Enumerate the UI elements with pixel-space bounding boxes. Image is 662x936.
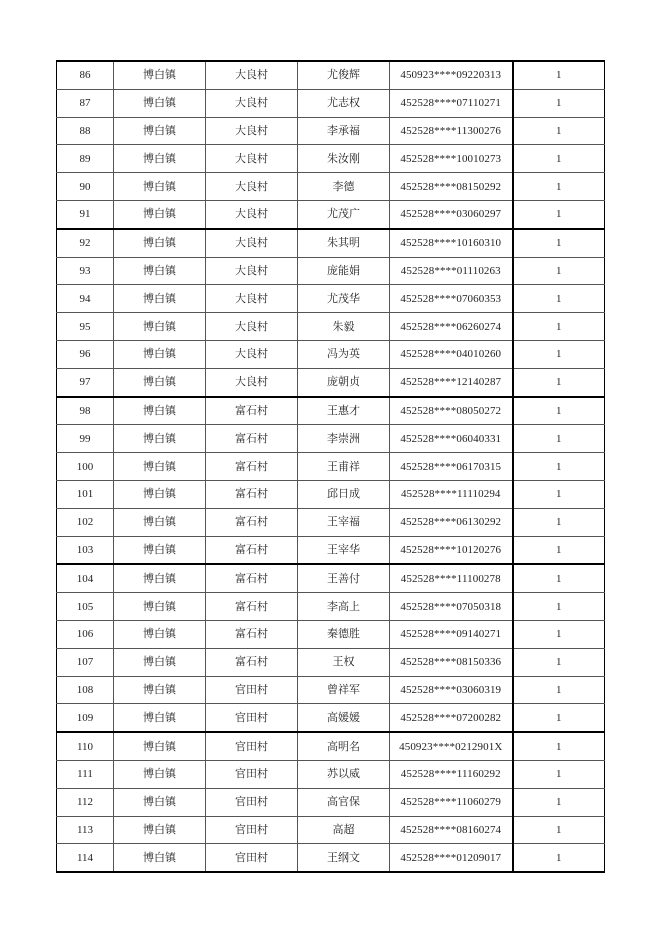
count-cell: 1 [513, 425, 605, 453]
id-number-cell: 452528****06260274 [390, 313, 513, 341]
table-row [57, 117, 605, 145]
table-row [57, 844, 605, 872]
village-cell: 富石村 [206, 480, 298, 508]
person-name-cell: 曾祥军 [298, 676, 390, 704]
count-cell: 1 [513, 117, 605, 145]
count-cell: 1 [513, 620, 605, 648]
village-cell: 官田村 [206, 844, 298, 872]
id-number-cell: 452528****06170315 [390, 453, 513, 481]
village-cell: 官田村 [206, 760, 298, 788]
person-name-cell: 高媛媛 [298, 704, 390, 732]
town-cell: 博白镇 [114, 564, 206, 592]
id-number-cell: 450923****09220313 [390, 61, 513, 89]
person-name-cell: 尤茂华 [298, 285, 390, 313]
town-cell: 博白镇 [114, 453, 206, 481]
table-row [57, 788, 605, 816]
village-cell: 大良村 [206, 61, 298, 89]
id-number-cell: 452528****03060319 [390, 676, 513, 704]
person-name-cell: 李高上 [298, 593, 390, 621]
table-row [57, 61, 605, 89]
person-name-cell: 朱毅 [298, 313, 390, 341]
id-number-cell: 452528****01209017 [390, 844, 513, 872]
row-number-cell: 98 [57, 397, 114, 425]
row-number-cell: 109 [57, 704, 114, 732]
count-cell: 1 [513, 368, 605, 396]
row-number-cell: 106 [57, 620, 114, 648]
person-name-cell: 李承福 [298, 117, 390, 145]
person-name-cell: 王权 [298, 648, 390, 676]
village-cell: 官田村 [206, 732, 298, 760]
table-row [57, 676, 605, 704]
table-row [57, 368, 605, 396]
village-cell: 官田村 [206, 788, 298, 816]
village-cell: 大良村 [206, 173, 298, 201]
row-number-cell: 102 [57, 508, 114, 536]
person-name-cell: 高明名 [298, 732, 390, 760]
person-name-cell: 王纲文 [298, 844, 390, 872]
village-cell: 大良村 [206, 89, 298, 117]
village-cell: 官田村 [206, 816, 298, 844]
village-cell: 大良村 [206, 257, 298, 285]
id-number-cell: 452528****10120276 [390, 536, 513, 564]
town-cell: 博白镇 [114, 200, 206, 228]
id-number-cell: 452528****03060297 [390, 200, 513, 228]
person-name-cell: 尤俊辉 [298, 61, 390, 89]
town-cell: 博白镇 [114, 593, 206, 621]
row-number-cell: 90 [57, 173, 114, 201]
table-row [57, 200, 605, 228]
row-number-cell: 89 [57, 145, 114, 173]
id-number-cell: 452528****10160310 [390, 229, 513, 257]
person-name-cell: 王宰华 [298, 536, 390, 564]
town-cell: 博白镇 [114, 257, 206, 285]
table-row [57, 453, 605, 481]
data-table [56, 60, 605, 873]
town-cell: 博白镇 [114, 676, 206, 704]
count-cell: 1 [513, 676, 605, 704]
id-number-cell: 452528****11160292 [390, 760, 513, 788]
row-number-cell: 105 [57, 593, 114, 621]
count-cell: 1 [513, 480, 605, 508]
id-number-cell: 452528****08150336 [390, 648, 513, 676]
town-cell: 博白镇 [114, 425, 206, 453]
town-cell: 博白镇 [114, 536, 206, 564]
count-cell: 1 [513, 816, 605, 844]
village-cell: 富石村 [206, 508, 298, 536]
count-cell: 1 [513, 200, 605, 228]
town-cell: 博白镇 [114, 117, 206, 145]
town-cell: 博白镇 [114, 788, 206, 816]
row-number-cell: 103 [57, 536, 114, 564]
id-number-cell: 452528****10010273 [390, 145, 513, 173]
town-cell: 博白镇 [114, 732, 206, 760]
count-cell: 1 [513, 593, 605, 621]
village-cell: 富石村 [206, 425, 298, 453]
row-number-cell: 91 [57, 200, 114, 228]
table-body [57, 61, 605, 872]
village-cell: 富石村 [206, 536, 298, 564]
person-name-cell: 王甫祥 [298, 453, 390, 481]
row-number-cell: 95 [57, 313, 114, 341]
table-row [57, 173, 605, 201]
id-number-cell: 452528****07200282 [390, 704, 513, 732]
count-cell: 1 [513, 844, 605, 872]
town-cell: 博白镇 [114, 648, 206, 676]
row-number-cell: 111 [57, 760, 114, 788]
id-number-cell: 452528****11300276 [390, 117, 513, 145]
count-cell: 1 [513, 173, 605, 201]
count-cell: 1 [513, 732, 605, 760]
person-name-cell: 李德 [298, 173, 390, 201]
count-cell: 1 [513, 89, 605, 117]
table-row [57, 648, 605, 676]
row-number-cell: 113 [57, 816, 114, 844]
town-cell: 博白镇 [114, 313, 206, 341]
person-name-cell: 庞能娟 [298, 257, 390, 285]
town-cell: 博白镇 [114, 285, 206, 313]
town-cell: 博白镇 [114, 620, 206, 648]
table-row [57, 425, 605, 453]
count-cell: 1 [513, 285, 605, 313]
table-row [57, 340, 605, 368]
person-name-cell: 王善付 [298, 564, 390, 592]
person-name-cell: 王惠才 [298, 397, 390, 425]
id-number-cell: 452528****08150292 [390, 173, 513, 201]
count-cell: 1 [513, 397, 605, 425]
table-row [57, 257, 605, 285]
table-row [57, 564, 605, 592]
count-cell: 1 [513, 257, 605, 285]
id-number-cell: 452528****06040331 [390, 425, 513, 453]
row-number-cell: 112 [57, 788, 114, 816]
town-cell: 博白镇 [114, 760, 206, 788]
id-number-cell: 452528****07050318 [390, 593, 513, 621]
id-number-cell: 452528****07110271 [390, 89, 513, 117]
village-cell: 大良村 [206, 145, 298, 173]
row-number-cell: 93 [57, 257, 114, 285]
row-number-cell: 87 [57, 89, 114, 117]
id-number-cell: 452528****08050272 [390, 397, 513, 425]
row-number-cell: 92 [57, 229, 114, 257]
town-cell: 博白镇 [114, 816, 206, 844]
id-number-cell: 452528****08160274 [390, 816, 513, 844]
person-name-cell: 王宰福 [298, 508, 390, 536]
row-number-cell: 101 [57, 480, 114, 508]
town-cell: 博白镇 [114, 145, 206, 173]
town-cell: 博白镇 [114, 229, 206, 257]
village-cell: 大良村 [206, 117, 298, 145]
town-cell: 博白镇 [114, 89, 206, 117]
count-cell: 1 [513, 61, 605, 89]
count-cell: 1 [513, 229, 605, 257]
village-cell: 大良村 [206, 285, 298, 313]
person-name-cell: 邱日成 [298, 480, 390, 508]
table-row [57, 397, 605, 425]
id-number-cell: 450923****0212901X [390, 732, 513, 760]
person-name-cell: 庞朝贞 [298, 368, 390, 396]
row-number-cell: 99 [57, 425, 114, 453]
count-cell: 1 [513, 313, 605, 341]
table-row [57, 145, 605, 173]
row-number-cell: 110 [57, 732, 114, 760]
village-cell: 富石村 [206, 397, 298, 425]
row-number-cell: 94 [57, 285, 114, 313]
person-name-cell: 尤志权 [298, 89, 390, 117]
person-name-cell: 秦德胜 [298, 620, 390, 648]
village-cell: 富石村 [206, 593, 298, 621]
row-number-cell: 96 [57, 340, 114, 368]
town-cell: 博白镇 [114, 397, 206, 425]
row-number-cell: 88 [57, 117, 114, 145]
village-cell: 富石村 [206, 564, 298, 592]
village-cell: 大良村 [206, 313, 298, 341]
village-cell: 大良村 [206, 340, 298, 368]
town-cell: 博白镇 [114, 480, 206, 508]
count-cell: 1 [513, 340, 605, 368]
id-number-cell: 452528****07060353 [390, 285, 513, 313]
town-cell: 博白镇 [114, 340, 206, 368]
table-row [57, 816, 605, 844]
table-row [57, 704, 605, 732]
count-cell: 1 [513, 788, 605, 816]
table-row [57, 620, 605, 648]
id-number-cell: 452528****04010260 [390, 340, 513, 368]
row-number-cell: 108 [57, 676, 114, 704]
count-cell: 1 [513, 508, 605, 536]
id-number-cell: 452528****06130292 [390, 508, 513, 536]
table-row [57, 89, 605, 117]
table-row [57, 760, 605, 788]
table-row [57, 229, 605, 257]
person-name-cell: 朱汝刚 [298, 145, 390, 173]
table-row [57, 593, 605, 621]
table-row [57, 732, 605, 760]
row-number-cell: 100 [57, 453, 114, 481]
person-name-cell: 苏以威 [298, 760, 390, 788]
count-cell: 1 [513, 145, 605, 173]
village-cell: 富石村 [206, 648, 298, 676]
town-cell: 博白镇 [114, 508, 206, 536]
person-name-cell: 尤茂广 [298, 200, 390, 228]
id-number-cell: 452528****11100278 [390, 564, 513, 592]
village-cell: 富石村 [206, 453, 298, 481]
person-name-cell: 朱其明 [298, 229, 390, 257]
town-cell: 博白镇 [114, 61, 206, 89]
person-name-cell: 高官保 [298, 788, 390, 816]
count-cell: 1 [513, 704, 605, 732]
village-cell: 大良村 [206, 368, 298, 396]
table-row [57, 536, 605, 564]
person-name-cell: 冯为英 [298, 340, 390, 368]
row-number-cell: 97 [57, 368, 114, 396]
person-name-cell: 李崇洲 [298, 425, 390, 453]
table-row [57, 480, 605, 508]
table-row [57, 508, 605, 536]
id-number-cell: 452528****11060279 [390, 788, 513, 816]
row-number-cell: 86 [57, 61, 114, 89]
village-cell: 官田村 [206, 676, 298, 704]
count-cell: 1 [513, 453, 605, 481]
village-cell: 大良村 [206, 229, 298, 257]
count-cell: 1 [513, 564, 605, 592]
row-number-cell: 104 [57, 564, 114, 592]
village-cell: 富石村 [206, 620, 298, 648]
table-row [57, 313, 605, 341]
town-cell: 博白镇 [114, 844, 206, 872]
id-number-cell: 452528****11110294 [390, 480, 513, 508]
town-cell: 博白镇 [114, 704, 206, 732]
count-cell: 1 [513, 760, 605, 788]
town-cell: 博白镇 [114, 173, 206, 201]
table-row [57, 285, 605, 313]
id-number-cell: 452528****09140271 [390, 620, 513, 648]
count-cell: 1 [513, 648, 605, 676]
town-cell: 博白镇 [114, 368, 206, 396]
village-cell: 大良村 [206, 200, 298, 228]
id-number-cell: 452528****12140287 [390, 368, 513, 396]
village-cell: 官田村 [206, 704, 298, 732]
row-number-cell: 114 [57, 844, 114, 872]
person-name-cell: 高超 [298, 816, 390, 844]
count-cell: 1 [513, 536, 605, 564]
row-number-cell: 107 [57, 648, 114, 676]
id-number-cell: 452528****01110263 [390, 257, 513, 285]
